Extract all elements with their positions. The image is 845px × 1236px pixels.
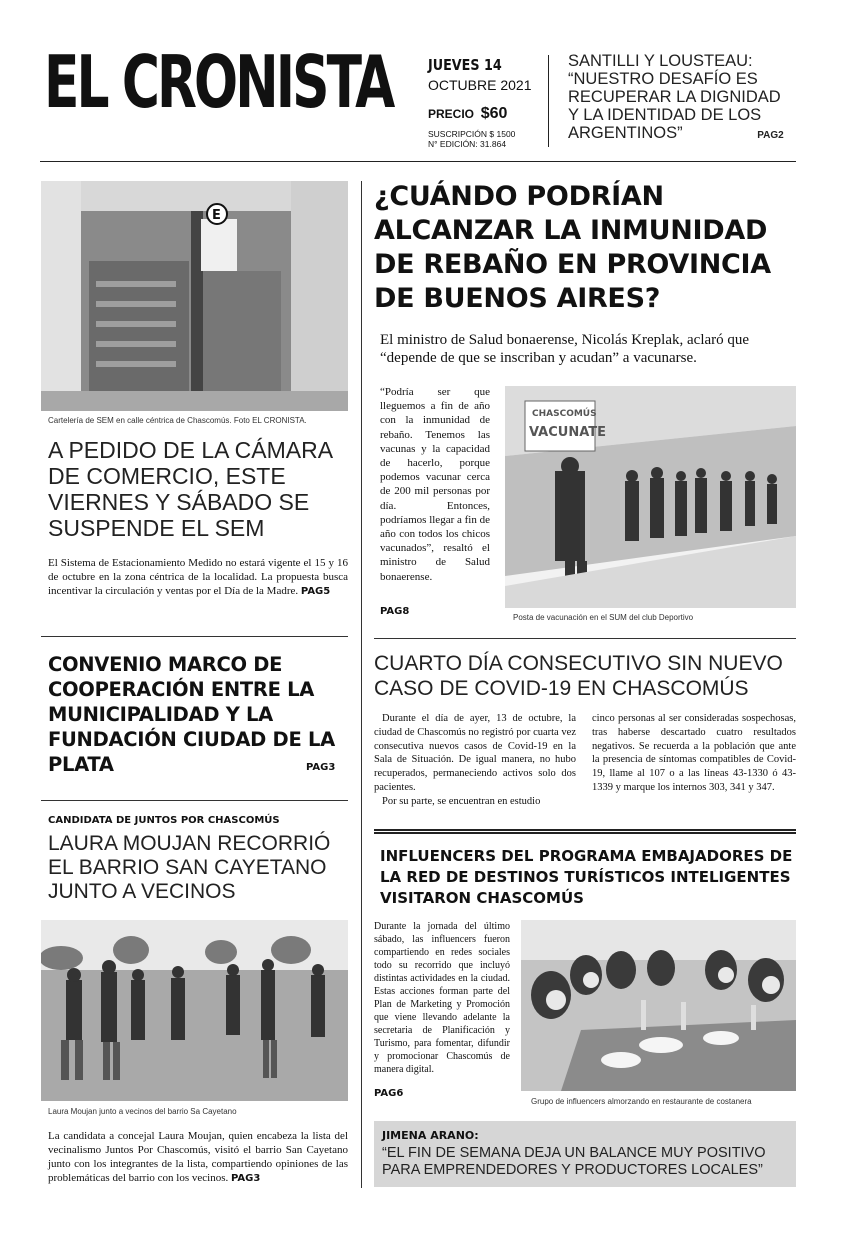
rule-left-2: [41, 800, 348, 801]
moujan-headline[interactable]: LAURA MOUJAN RECORRIÓ EL BARRIO SAN CAYETANO JUNTO A VECINOS: [48, 832, 331, 903]
price-label: PRECIO: [428, 107, 475, 121]
influencers-photo: [521, 920, 796, 1091]
arano-kicker: JIMENA ARANO:: [382, 1129, 479, 1142]
top-promo-page: PAG2: [757, 130, 784, 141]
influencers-body: Durante la jornada del último sábado, las influencers fueron compartiendo en redes sociales todo su recorrido que incluyó distintas actividades en la ciudad. Estas acciones forman parte del Plan de Marketing y Promoción que viene llevando adelante la secretaria de Planificación y Turismo, para fomentar, difundir y promocionar Chascomús de manera digital.: [374, 921, 510, 1075]
price-value: $60: [480, 105, 508, 122]
sign-top-text: CHASCOMÚS: [532, 409, 597, 419]
moujan-photo: [41, 920, 348, 1101]
subscription-info: [428, 129, 546, 149]
arano-box[interactable]: [374, 1121, 796, 1187]
newspaper-logo: EL CRONISTA: [44, 40, 393, 124]
sem-photo-caption: Cartelería de SEM en calle céntrica de Chascomús. Foto EL CRONISTA.: [48, 416, 307, 425]
rule-right-1: [374, 638, 796, 639]
sign-bottom-text: VACUNATE: [529, 425, 607, 440]
double-rule: [374, 829, 796, 834]
covid-body-col1: [374, 712, 576, 809]
sem-page-ref[interactable]: PAG5: [300, 586, 331, 597]
main-headline[interactable]: ¿CUÁNDO PODRÍAN ALCANZAR LA INMUNIDAD DE REBAÑO EN PROVINCIA DE BUENOS AIRES?: [374, 181, 771, 314]
sem-body-text: El Sistema de Estacionamiento Medido no estará vigente el 15 y 16 de octubre en la zona céntrica de la localidad. La propuesta busca incentivar la circulación y ventas por el Día de la Madre.: [48, 557, 348, 597]
top-promo-text: SANTILLI Y LOUSTEAU: “NUESTRO DESAFÍO ES RECUPERAR LA DIGNIDAD Y LA IDENTIDAD DE LOS ARGENTINOS”: [568, 52, 781, 142]
rule-left-1: [41, 636, 348, 637]
influencers-page-ref[interactable]: PAG6: [374, 1088, 404, 1099]
convenio-headline[interactable]: CONVENIO MARCO DE COOPERACIÓN ENTRE LA MUNICIPALIDAD Y LA FUNDACIÓN CIUDAD DE LA PLATA: [48, 653, 335, 776]
main-body: “Podría ser que lleguemos a fin de año con la inmunidad de rebaño. Tenemos las vacunas y la capacidad de hacerlo, porque podemos vacunar cerca de 200 mil personas por día. Entonces, podríamos llegar a fin de año con todos los chicos vacunados”, resaltó el ministro de Salud bonaerense.: [380, 386, 490, 583]
main-page-ref[interactable]: PAG8: [380, 606, 410, 617]
sem-body: [48, 556, 348, 599]
masthead-rule: [40, 161, 796, 162]
subscription-price: SUSCRIPCIÓN $ 1500: [428, 129, 516, 139]
sem-headline[interactable]: A PEDIDO DE LA CÁMARA DE COMERCIO, ESTE VIERNES Y SÁBADO SE SUSPENDE EL SEM: [48, 437, 332, 541]
main-deck: El ministro de Salud bonaerense, Nicolás Kreplak, aclaró que “depende de que se inscriban y acudan” a vacunarse.: [380, 332, 750, 366]
covid-body-col1-p1: Durante el día de ayer, 13 de octubre, la ciudad de Chascomús no registró por cuarta vez consecutiva nuevos casos de Covid-19 en la Sala de Situación. De igual manera, no hubo recuperados, permaneciendo activos solo dos pacientes.: [374, 713, 576, 793]
moujan-photo-caption: Laura Moujan junto a vecinos del barrio Sa Cayetano: [48, 1107, 237, 1116]
svg-text:E: E: [212, 208, 221, 223]
sem-photo: [41, 181, 348, 411]
vaccination-photo: [505, 386, 796, 608]
moujan-body-text: La candidata a concejal Laura Moujan, quien encabeza la lista del vecinalismo Juntos Por Chascomús, visitó el barrio San Cayetano junto con los integrantes de la lista, compartiendo opiniones de las problemáticas del barrio con los vecinos.: [48, 1130, 348, 1184]
convenio-page-ref[interactable]: PAG3: [306, 762, 336, 773]
date-price-block: [428, 56, 546, 149]
vaccination-photo-caption: Posta de vacunación en el SUM del club Deportivo: [513, 613, 694, 622]
moujan-kicker: CANDIDATA DE JUNTOS POR CHASCOMÚS: [48, 815, 280, 826]
column-divider: [361, 181, 362, 1188]
covid-headline[interactable]: CUARTO DÍA CONSECUTIVO SIN NUEVO CASO DE COVID-19 EN CHASCOMÚS: [374, 652, 783, 700]
arano-quote: “EL FIN DE SEMANA DEJA UN BALANCE MUY POSITIVO PARA EMPRENDEDORES Y PRODUCTORES LOCALES”: [382, 1145, 766, 1178]
covid-body-col1-p2: Por su parte, se encuentran en estudio: [382, 795, 541, 807]
top-promo[interactable]: [568, 52, 790, 145]
issue-month: OCTUBRE 2021: [428, 77, 532, 93]
moujan-body: [48, 1129, 348, 1186]
edition-number: N° EDICIÓN: 31.864: [428, 139, 507, 149]
price: [428, 105, 546, 123]
issue-day: JUEVES 14: [428, 56, 502, 74]
moujan-page-ref[interactable]: PAG3: [230, 1173, 261, 1184]
covid-body-col2: cinco personas al ser consideradas sospechosas, tras haberse descartado cuatro resultados negativos. Se recuerda a la población que ante la presencia de síntomas compatibles de Covid-19, llame al 107 o a las líneas 43-1330 ó 43-1339 y marque los internos 303, 341 y 347.: [592, 713, 796, 793]
influencers-headline[interactable]: INFLUENCERS DEL PROGRAMA EMBAJADORES DE LA RED DE DESTINOS TURÍSTICOS INTELIGENTES VISITARON CHASCOMÚS: [380, 847, 793, 907]
influencers-photo-caption: Grupo de influencers almorzando en restaurante de costanera: [531, 1097, 752, 1106]
masthead-divider: [548, 55, 549, 147]
